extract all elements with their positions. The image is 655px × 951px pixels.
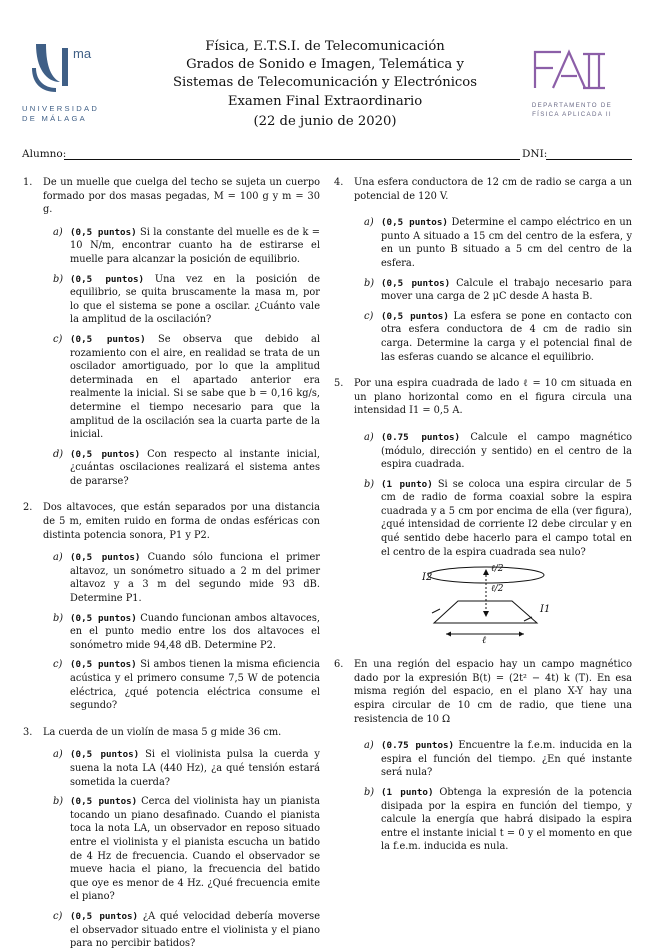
part-label: c) bbox=[364, 310, 374, 322]
question-2 bbox=[23, 501, 320, 542]
alumno-label: Alumno: bbox=[22, 148, 67, 160]
question-text: Una esfera conductora de 12 cm de radio se carga a un potencial de 120 V. bbox=[354, 177, 632, 202]
part-text: Si ambos tienen la misma eficiencia acústica y el primero consume 7,5 W de potencia eléctrica, ¿qué potencia eléctrica consume el segundo? bbox=[70, 659, 320, 712]
department-line-1: DEPARTAMENTO DE bbox=[531, 102, 613, 109]
part-text: Encuentre la f.e.m. inducida en la espira el función del tiempo. ¿En qué instante será nula? bbox=[381, 740, 632, 779]
question-2-part-a bbox=[23, 551, 320, 605]
part-label: a) bbox=[53, 552, 63, 564]
department-line-2: FÍSICA APLICADA II bbox=[532, 110, 612, 118]
dni-label: DNI: bbox=[522, 148, 548, 160]
part-label: a) bbox=[364, 217, 374, 229]
part-text: Cerca del violinista hay un pianista tocando un piano desafinado. Cuando el pianista toca la nota LA, un observador en reposo situado entre el violinista y el pianista escucha un batido de 4 Hz de frecuencia. Cuando el observador se mueve hacia el piano, la frecuencia del batido que oye es menor de 4 Hz. ¿Qué frecuencia emite el piano? bbox=[70, 796, 320, 903]
part-label: a) bbox=[364, 431, 374, 443]
part-points: (0,5 puntos) bbox=[70, 749, 140, 761]
part-label: c) bbox=[53, 333, 63, 345]
question-number: 4. bbox=[334, 177, 344, 188]
question-5-part-b bbox=[334, 478, 632, 560]
question-3-part-c bbox=[23, 910, 320, 951]
part-text: Calcule el trabajo necesario para mover una carga de 2 μC desde A hasta B. bbox=[381, 277, 632, 303]
part-points: (0,5 puntos) bbox=[70, 552, 141, 564]
question-number: 1. bbox=[23, 177, 33, 188]
question-text: De un muelle que cuelga del techo se sujeta un cuerpo formado por dos masas pegadas, M = 100 g y m = 30 g. bbox=[43, 177, 320, 216]
student-info-row bbox=[22, 148, 632, 162]
header-title-2: Grados de Sonido e Imagen, Telemática y bbox=[186, 57, 464, 72]
part-points: (0,5 puntos) bbox=[70, 659, 137, 671]
question-text: En una región del espacio hay un campo magnético dado por la expresión B(t) = (2t² − 4t) k (T). En esa misma región del espacio, en el plano X-Y hay una espira circular de 10 cm de radio, que tiene una resistencia de 10 Ω bbox=[354, 659, 632, 725]
question-2-part-b bbox=[23, 612, 320, 653]
part-text: Cuando funcionan ambos altavoces, en el punto medio entre los dos altavoces el sonómetro mide 94,48 dB. Determine P2. bbox=[70, 612, 320, 651]
fa2-logo-icon bbox=[527, 46, 617, 96]
part-points: (0,5 puntos) bbox=[381, 217, 448, 229]
question-1 bbox=[23, 176, 320, 217]
part-points: (0,5 puntos) bbox=[70, 333, 146, 345]
part-label: b) bbox=[53, 273, 64, 285]
part-text: Una vez en la posición de equilibrio, se quita bruscamente la masa m, por lo que el sistema se pone a oscilar. ¿Cuánto vale la amplitud de la oscilación? bbox=[70, 273, 320, 326]
part-label: a) bbox=[53, 226, 63, 238]
question-1-part-d bbox=[23, 448, 320, 489]
figure-label-half-top: ℓ/2 bbox=[491, 564, 504, 575]
loops-diagram bbox=[334, 563, 632, 645]
part-points: (0,5 puntos) bbox=[70, 612, 137, 624]
header-title-3: Sistemas de Telecomunicación y Electrónicos bbox=[172, 75, 478, 90]
question-4-part-b bbox=[334, 277, 632, 304]
question-5-part-a bbox=[334, 431, 632, 472]
question-1-part-a bbox=[23, 226, 320, 267]
part-label: b) bbox=[364, 787, 375, 798]
question-number: 5. bbox=[334, 378, 344, 390]
question-6-part-b bbox=[334, 786, 632, 854]
question-4-part-c bbox=[334, 310, 632, 364]
question-number: 2. bbox=[23, 502, 33, 514]
right-column bbox=[334, 176, 632, 854]
question-text: La cuerda de un violín de masa 5 g mide 36 cm. bbox=[43, 726, 282, 738]
part-points: (0,5 puntos) bbox=[70, 226, 137, 238]
part-text: ¿A qué velocidad debería moverse el observador situado entre el violinista y el piano para no percibir batidos? bbox=[70, 910, 320, 950]
dni-field[interactable] bbox=[546, 159, 632, 160]
question-text: Dos altavoces, que están separados por una distancia de 5 m, emiten ruido en forma de ondas esféricas con distinta potencia sonora, P1 y P2. bbox=[43, 502, 320, 541]
part-points: (0.75 puntos) bbox=[381, 740, 455, 752]
department-name bbox=[521, 102, 623, 119]
department-logo bbox=[527, 46, 617, 96]
coil-figure bbox=[334, 563, 632, 645]
figure-label-i1: I1 bbox=[540, 604, 551, 616]
part-points: (0,5 puntos) bbox=[70, 796, 138, 808]
question-1-part-c bbox=[23, 333, 320, 442]
question-2-part-c bbox=[23, 658, 320, 712]
question-5 bbox=[334, 377, 632, 418]
part-label: a) bbox=[364, 740, 374, 752]
question-1-part-b bbox=[23, 273, 320, 327]
figure-label-half-mid: ℓ/2 bbox=[491, 584, 504, 595]
part-text: Se observa que debido al rozamiento con el aire, en realidad se trata de un oscilador amortiguado, por lo que la amplitud determinada en el apartado anterior era realmente la inicial. Si se sabe que b = 0,16 kg/s, determine el tiempo necesario para que la amplitud de la oscilación sea la cuarta parte de la inicial. bbox=[70, 333, 320, 441]
figure-label-side: ℓ bbox=[482, 635, 487, 647]
university-line-2: DE MÁLAGA bbox=[22, 114, 88, 123]
part-label: b) bbox=[364, 478, 375, 490]
part-text: La esfera se pone en contacto con otra esfera conductora de 4 cm de radio sin carga. Determine la carga y el potencial final de las esferas cuando se alcance el equilibrio. bbox=[381, 310, 632, 363]
part-points: (0,5 puntos) bbox=[381, 277, 451, 289]
part-label: b) bbox=[364, 277, 375, 289]
question-number: 6. bbox=[334, 659, 344, 671]
question-3 bbox=[23, 726, 320, 740]
part-label: c) bbox=[53, 910, 63, 922]
part-points: (1 punto) bbox=[381, 478, 433, 490]
header-date: (22 de junio de 2020) bbox=[253, 114, 397, 129]
header-title-4: Examen Final Extraordinario bbox=[227, 94, 423, 109]
alumno-field[interactable] bbox=[64, 159, 520, 160]
part-label: d) bbox=[53, 448, 64, 460]
part-points: (0,5 puntos) bbox=[70, 448, 141, 460]
part-text: Determine el campo eléctrico en un punto A situado a 15 cm del centro de la esfera, y en un punto B situado a 5 cm del centro de la esfera. bbox=[381, 217, 632, 269]
question-3-part-a bbox=[23, 748, 320, 789]
part-points: (0,5 puntos) bbox=[70, 910, 139, 922]
part-points: (0.75 puntos) bbox=[381, 431, 461, 443]
part-label: b) bbox=[53, 796, 64, 808]
part-label: a) bbox=[53, 749, 63, 761]
university-name bbox=[22, 104, 104, 124]
part-text: Si la constante del muelle es de k = 10 N/m, encontrar cuanto ha de estirarse el muelle para alcanzar la posición de equilibrio. bbox=[70, 226, 320, 265]
part-label: c) bbox=[53, 659, 63, 671]
part-points: (1 punto) bbox=[381, 787, 434, 798]
part-text: Si se coloca una espira circular de 5 cm de radio de forma coaxial sobre la espira cuadrada y a 5 cm por encima de ella (ver figura), ¿qué intensidad de corriente I2 debe circular y en qué sentido debe hacerlo para el campo total en el centro de la espira cuadrada sea nulo? bbox=[381, 478, 632, 558]
uma-logo bbox=[22, 38, 102, 98]
uma-logo-text: ma bbox=[73, 46, 92, 61]
part-text: Calcule el campo magnético (módulo, dirección y sentido) en el centro de la espira cuadrada. bbox=[381, 431, 632, 471]
part-text: Obtenga la expresión de la potencia disipada por la espira en función del tiempo, y calcule la energía que habrá disipado la espira entre el instante inicial t = 0 y el momento en que la f.e.m. inducida es nula. bbox=[381, 787, 632, 853]
figure-label-i2: I2 bbox=[422, 572, 433, 584]
question-text: Por una espira cuadrada de lado ℓ = 10 cm situada en un plano horizontal como en el figura circula una intensidad I1 = 0,5 A. bbox=[354, 378, 632, 417]
left-column bbox=[23, 176, 320, 951]
question-6 bbox=[334, 658, 632, 726]
university-line-1: UNIVERSIDAD bbox=[22, 104, 100, 113]
question-number: 3. bbox=[23, 726, 33, 738]
question-4-part-a bbox=[334, 216, 632, 270]
part-points: (0,5 puntos) bbox=[381, 310, 449, 322]
part-text: Cuando sólo funciona el primer altavoz, un sonómetro situado a 2 m del primer altavoz y a 3 m del segundo mide 93 dB. Determine P1. bbox=[70, 552, 320, 605]
part-points: (0,5 puntos) bbox=[70, 273, 145, 285]
part-text: Con respecto al instante inicial, ¿cuántas oscilaciones realizará el sistema antes de pararse? bbox=[70, 448, 320, 487]
question-4 bbox=[334, 176, 632, 203]
header-title-1: Física, E.T.S.I. de Telecomunicación bbox=[205, 39, 445, 54]
question-3-part-b bbox=[23, 795, 320, 904]
part-text: Si el violinista pulsa la cuerda y suena la nota LA (440 Hz), ¿a qué tensión estará sometida la cuerda? bbox=[70, 749, 320, 788]
question-6-part-a bbox=[334, 739, 632, 780]
part-label: b) bbox=[53, 612, 64, 624]
